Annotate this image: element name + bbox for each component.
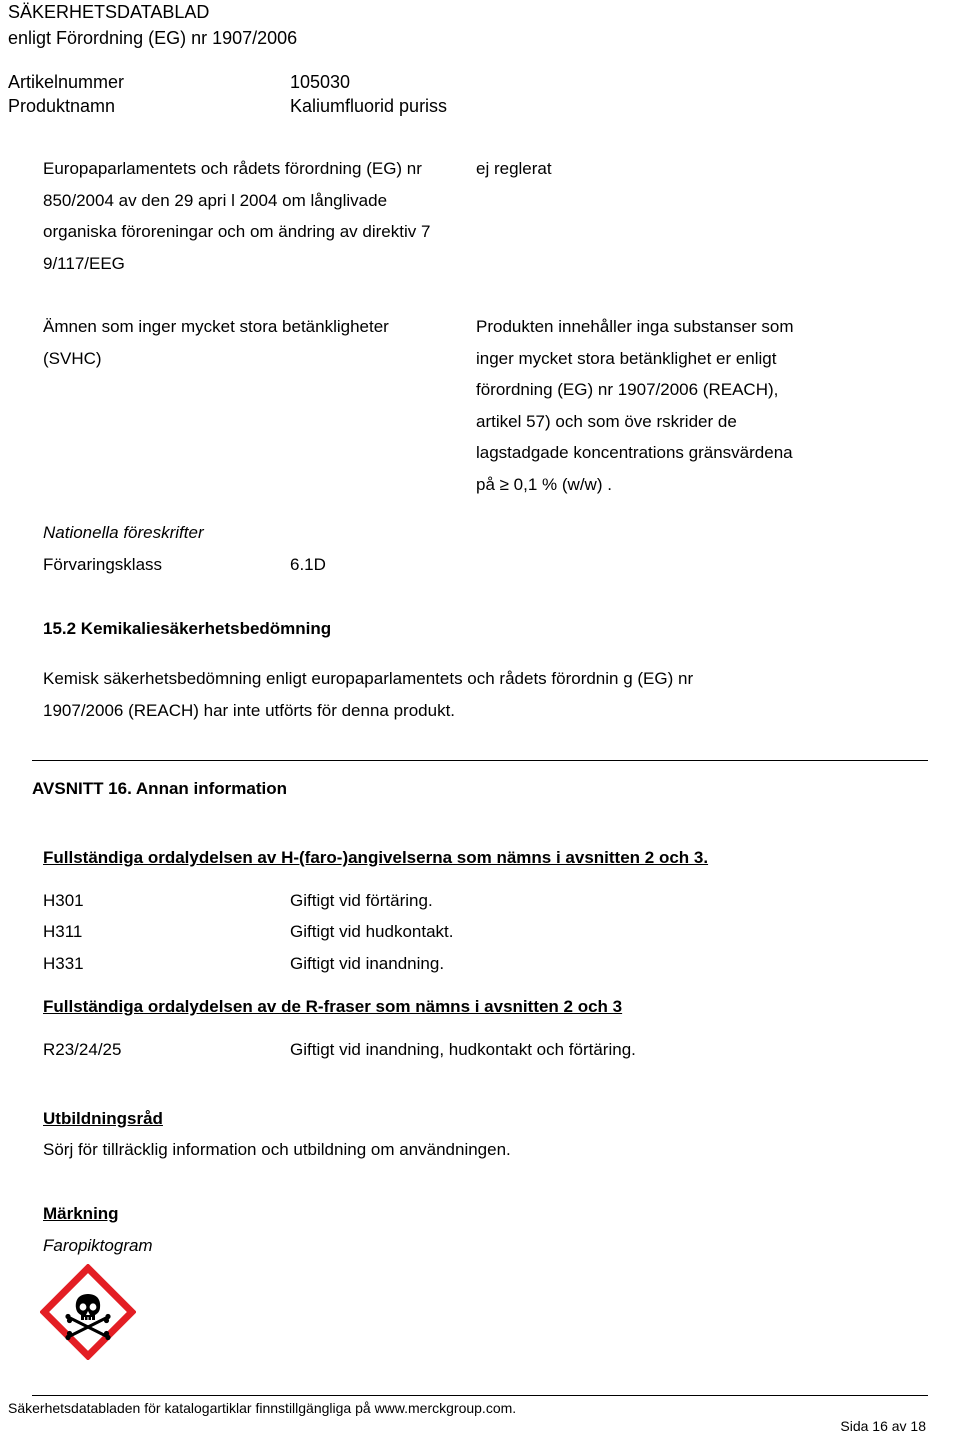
document-title: SÄKERHETSDATABLAD [8,2,210,22]
page-number: Sida 16 av 18 [840,1418,926,1434]
h-statements-heading: Fullständiga ordalydelsen av H-(faro-)angivelserna som nämns i avsnitten 2 och 3. [43,848,709,867]
chemical-safety-text: Kemisk säkerhetsbedömning enligt europaparlamentets och rådets förordnin g (EG) nr 1907/2006 (REACH) har inte utförts för denna produkt. [43,669,694,720]
h-statement-text: Giftigt vid hudkontakt. [290,922,454,941]
h-statement-code: H311 [43,922,83,941]
regulation-value-pop: ej reglerat [476,159,552,178]
h-statement-text: Giftigt vid inandning. [290,954,445,973]
r-phrases-heading: Fullständiga ordalydelsen av de R-fraser som nämns i avsnitten 2 och 3 [43,997,623,1016]
footer-note: Säkerhetsdatabladen för katalogartiklar finnstillgängliga på www.merckgroup.com. [8,1400,517,1416]
h-statement-code: H331 [43,954,84,973]
section-15-2-heading: 15.2 Kemikaliesäkerhetsbedömning [43,619,332,638]
marking-heading: Märkning [43,1204,119,1223]
h-statement-code: H301 [43,891,84,910]
national-regulations-heading: Nationella föreskrifter [43,523,204,542]
product-name-label: Produktnamn [8,96,116,116]
article-number-label: Artikelnummer [8,72,125,92]
section-16-heading: AVSNITT 16. Annan information [32,779,288,798]
pictogram-label: Faropiktogram [43,1236,153,1255]
training-text: Sörj för tillräcklig information och utbildning om användningen. [43,1140,511,1159]
regulation-label-pop: Europaparlamentets och rådets förordning (EG) nr 850/2004 av den 29 apri l 2004 om långlivade organiska föroreningar och om ändring av direktiv 7 9/117/EEG [43,159,431,273]
section-divider [32,760,928,761]
skull-crossbones-icon [40,1264,136,1360]
document-subtitle: enligt Förordning (EG) nr 1907/2006 [8,28,298,48]
storage-class-label: Förvaringsklass [43,555,163,574]
h-statement-text: Giftigt vid förtäring. [290,891,433,910]
training-heading: Utbildningsråd [43,1109,163,1128]
regulation-label-svhc: Ämnen som inger mycket stora betänkligheter (SVHC) [43,317,389,368]
product-name-value: Kaliumfluorid puriss [290,96,448,116]
regulation-value-svhc: Produkten innehåller inga substanser som inger mycket stora betänklighet er enligt förordning (EG) nr 1907/2006 (REACH), artikel 57) och som öve rskrider de lagstadgade koncentrations gränsvärdena på ≥ 0,1 % (w/w) . [476,317,794,494]
article-number-value: 105030 [290,72,351,92]
storage-class-value: 6.1D [290,555,326,574]
r-phrase-code: R23/24/25 [43,1040,122,1059]
r-phrase-text: Giftigt vid inandning, hudkontakt och förtäring. [290,1040,636,1059]
footer-divider [32,1395,928,1396]
